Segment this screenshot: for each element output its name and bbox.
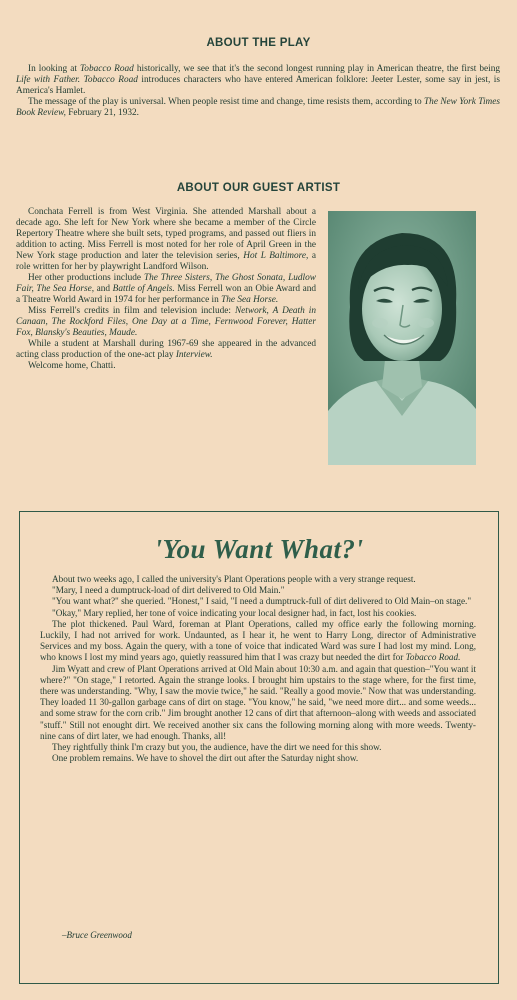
italic-title-text: Battle of Angels. [112, 284, 175, 294]
guest-artist-photo [328, 211, 476, 465]
article-body [40, 574, 476, 764]
guest-artist-heading: ABOUT OUR GUEST ARTIST [176, 182, 341, 194]
italic-title-text: Tobacco Road [83, 75, 138, 85]
portrait-image [328, 211, 476, 465]
guest-paragraph-5: Welcome home, Chatti. [28, 361, 116, 371]
italic-title-text: Hot L Baltimore, [243, 251, 309, 261]
article-paragraph: One problem remains. We have to shovel the dirt out after the Saturday night show. [52, 753, 359, 764]
article-box [19, 511, 499, 984]
italic-title-text: Tobacco Road [79, 64, 134, 74]
guest-paragraph-4: While a student at Marshall during 1967-69 she appeared in the advanced acting class production of the one-act play Interview. [16, 339, 316, 360]
article-title: 'You Want What?' [154, 534, 364, 564]
italic-title-text: Network, A Death in Canaan, The Rockford Files, One Day at a Time, Fernwood Forever, Hatter Fox, Blansky's Beauties, Maude. [16, 306, 316, 338]
article-paragraph: "Mary, I need a dumptruck-load of dirt delivered to Old Main." [52, 585, 285, 596]
about-play-text [16, 64, 500, 119]
article-paragraph: The plot thickened. Paul Ward, foreman at Plant Operations, called my office early the following morning. Luckily, I had not arrived for work. Undaunted, as I hear it, he went to Harry Long, director of Administrative Services and my boss. Again the query, with a tone of voice that indicated Ward was sure I had lost my mind. Long, who knows I lost my mind years ago, quietly reassured him that I was crazy but needed the dirt for Tobacco Road. [40, 618, 476, 663]
article-signature: –Bruce Greenwood [62, 930, 132, 940]
article-paragraph: About two weeks ago, I called the university's Plant Operations people with a very strange request. [52, 574, 416, 584]
guest-paragraph-3: Miss Ferrell's credits in film and television include: Network, A Death in Canaan, The Rockford Files, One Day at a Time, Fernwood Forever, Hatter Fox, Blansky's Beauties, Maude. [16, 306, 316, 338]
italic-title-text: The Three Sisters, The Ghost Sonata, Ludlow Fair, The Sea Horse, [16, 273, 316, 294]
about-play-paragraph-1: In looking at Tobacco Road historically, we see that it's the second longest running play in American theatre, the first being Life with Father. Tobacco Road introduces characters who have entered American folklore: Jeeter Lester, some say in jest, is America's Hamlet. [16, 64, 500, 96]
guest-paragraph-1: Conchata Ferrell is from West Virginia. She attended Marshall about a decade ago. She left for New York where she became a member of the Circle Repertory Theatre where she built sets, typed programs, and passed out fliers in addition to acting. Miss Ferrell is most noted for her role of April Green in the New York stage production and later the television series, Hot L Baltimore, a role written for her by playwright Landford Wilson. [16, 207, 317, 272]
article-paragraph: They rightfully think I'm crazy but you, the audience, have the dirt we need for this show. [52, 742, 382, 753]
guest-artist-text [16, 207, 316, 372]
guest-paragraph-2: Her other productions include The Three Sisters, The Ghost Sonata, Ludlow Fair, The Sea Horse, and Battle of Angels. Miss Ferrell won an Obie Award and a Theatre World Award in 1974 for her performance in The Sea Horse. [16, 273, 316, 305]
italic-title-text: Tobacco Road. [405, 652, 461, 663]
article-paragraph: "You want what?" she queried. "Honest," I said, "I need a dumptruck-full of dirt delivered to Old Main–on stage." [52, 596, 472, 607]
article-paragraph: "Okay," Mary replied, her tone of voice indicating your local designer had, in fact, lost his cookies. [52, 607, 417, 618]
article-paragraph: Jim Wyatt and crew of Plant Operations arrived at Old Main about 10:30 a.m. and again that question–"You want it where?" "On stage," I retorted. Again the strange looks. I brought him upstairs to the stage where, for the first time, there was understanding. "Why, I saw the movie twice," he said. "Really a good movie." Now that was understanding. They loaded 11 30-gallon garbage cans of dirt on stage. "You know," he said, "we need more dirt... and some weeds... and some straw for the corn crib." Jim brought another 12 cans of dirt that afternoon–along with weeds and associated "stuff." Still not enought dirt. We received another six cans the following morning along with more weeds. Twenty-nine cans of dirt later, we had enough. Thanks, all! [40, 663, 476, 741]
about-play-heading: ABOUT THE PLAY [206, 37, 311, 49]
italic-title-text: Life with Father. [16, 75, 81, 85]
italic-title-text: Interview. [175, 350, 213, 360]
italic-title-text: The New York Times Book Review, [16, 97, 501, 118]
about-play-paragraph-2: The message of the play is universal. When people resist time and change, time resists them, according to The New York Times Book Review, February 21, 1932. [16, 97, 501, 118]
italic-title-text: The Sea Horse. [221, 295, 279, 305]
